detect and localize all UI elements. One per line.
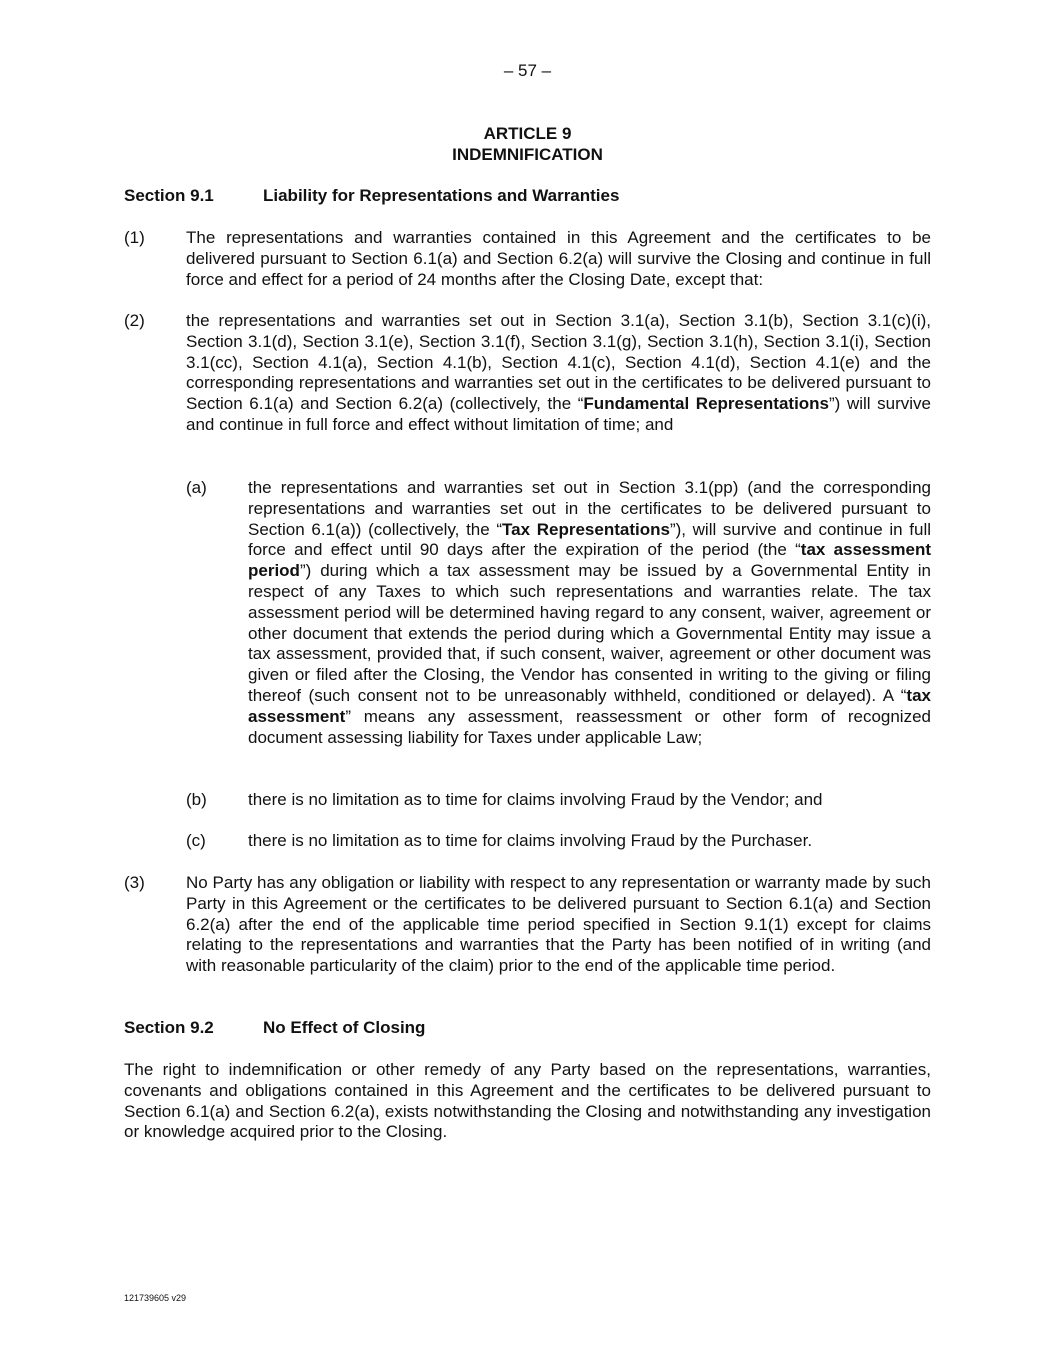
paragraph-label: (3) bbox=[124, 873, 145, 892]
section-9-2-body: The right to indemnification or other remedy of any Party based on the representations, warranties, covenants and obligations contained in this Agreement and the certificates to be delivered pursuant to Section 6.1(a) and Section 6.2(a), exists notwithstanding the Closing and notwithstanding any investigation or knowledge acquired prior to the Closing. bbox=[124, 1060, 931, 1142]
subparagraph-label: (b) bbox=[186, 790, 207, 809]
paragraph-label: (1) bbox=[124, 228, 145, 247]
paragraph-text: ”) will survive and continue in full force and effect without limitation of time; and bbox=[186, 394, 931, 434]
article-title: INDEMNIFICATION bbox=[452, 145, 603, 164]
paragraph-1: The representations and warranties contained in this Agreement and the certificates to be delivered pursuant to Section 6.1(a) and Section 6.2(a) will survive the Closing and continue in full force and effect for a period of 24 months after the Closing Date, except that: bbox=[186, 228, 931, 289]
section-9-2-heading bbox=[124, 1018, 425, 1039]
subparagraph-label: (a) bbox=[186, 478, 207, 497]
section-number: Section 9.2 bbox=[124, 1018, 214, 1037]
paragraph-2 bbox=[186, 311, 931, 436]
paragraph-text: ”) during which a tax assessment may be issued by a Governmental Entity in respect of any Taxes to which such representations and warranties relate. The tax assessment period will be determined having regard to any consent, waiver, agreement or other document that extends the period during which a Governmental Entity may issue a tax assessment, provided that, if such consent, waiver, agreement or other document was given or filed after the Closing, the Vendor has consented in writing to the giving or filing thereof (such consent not to be unreasonably withheld, conditioned or delayed). A “ bbox=[248, 561, 931, 705]
defined-term: Fundamental Representations bbox=[583, 394, 830, 414]
article-number: ARTICLE 9 bbox=[483, 124, 572, 143]
defined-term: Tax Representations bbox=[502, 519, 670, 539]
paragraph-3: No Party has any obligation or liability with respect to any representation or warranty made by such Party in this Agreement or the certificates to be delivered pursuant to Section 6.1(a) and Section 6.2(a) after the end of the applicable time period specified in Section 9.1(1) except for claims relating to the representations and warranties that the Party has been notified of in writing (and with reasonable particularity of the claim) prior to the end of the applicable time period. bbox=[186, 873, 931, 976]
subparagraph-b: there is no limitation as to time for claims involving Fraud by the Vendor; and bbox=[248, 790, 823, 809]
paragraph-text: ”), will survive and continue in full force and effect until 90 days after the expiration of the period (the “ bbox=[248, 519, 931, 560]
section-title: No Effect of Closing bbox=[263, 1018, 426, 1037]
section-number: Section 9.1 bbox=[124, 186, 214, 205]
subparagraph-c: there is no limitation as to time for claims involving Fraud by the Purchaser. bbox=[248, 831, 813, 850]
paragraph-text: the representations and warranties set out in Section 3.1(pp) (and the corresponding representations and warranties set out in the certificates to be delivered pursuant to Section 6.1(a)) (collectively, the “ bbox=[248, 478, 931, 539]
paragraph-text: ” means any assessment, reassessment or other form of recognized document assessing liability for Taxes under applicable Law; bbox=[248, 706, 931, 747]
page-number: – 57 – bbox=[503, 61, 552, 80]
defined-term: tax assessment period bbox=[248, 540, 931, 581]
subparagraph-label: (c) bbox=[186, 831, 206, 850]
article-heading bbox=[0, 124, 1055, 166]
section-title: Liability for Representations and Warranties bbox=[263, 186, 620, 205]
subparagraph-a bbox=[248, 478, 931, 748]
defined-term: tax assessment bbox=[248, 685, 931, 726]
section-9-1-heading bbox=[124, 186, 619, 207]
paragraph-label: (2) bbox=[124, 311, 145, 330]
document-id: 121739605 v29 bbox=[124, 1293, 187, 1303]
paragraph-text: the representations and warranties set out in Section 3.1(a), Section 3.1(b), Section 3.1(c)(i), Section 3.1(d), Section 3.1(e), Section 3.1(f), Section 3.1(g), Section 3.1(h), Section 3.1(i), Section 3.1(cc), Section 4.1(a), Section 4.1(b), Section 4.1(c), Section 4.1(d), Section 4.1(e) and the corresponding representations and warranties set out in the certificates to be delivered pursuant to Section 6.1(a) and Section 6.2(a) (collectively, the “ bbox=[186, 311, 931, 414]
